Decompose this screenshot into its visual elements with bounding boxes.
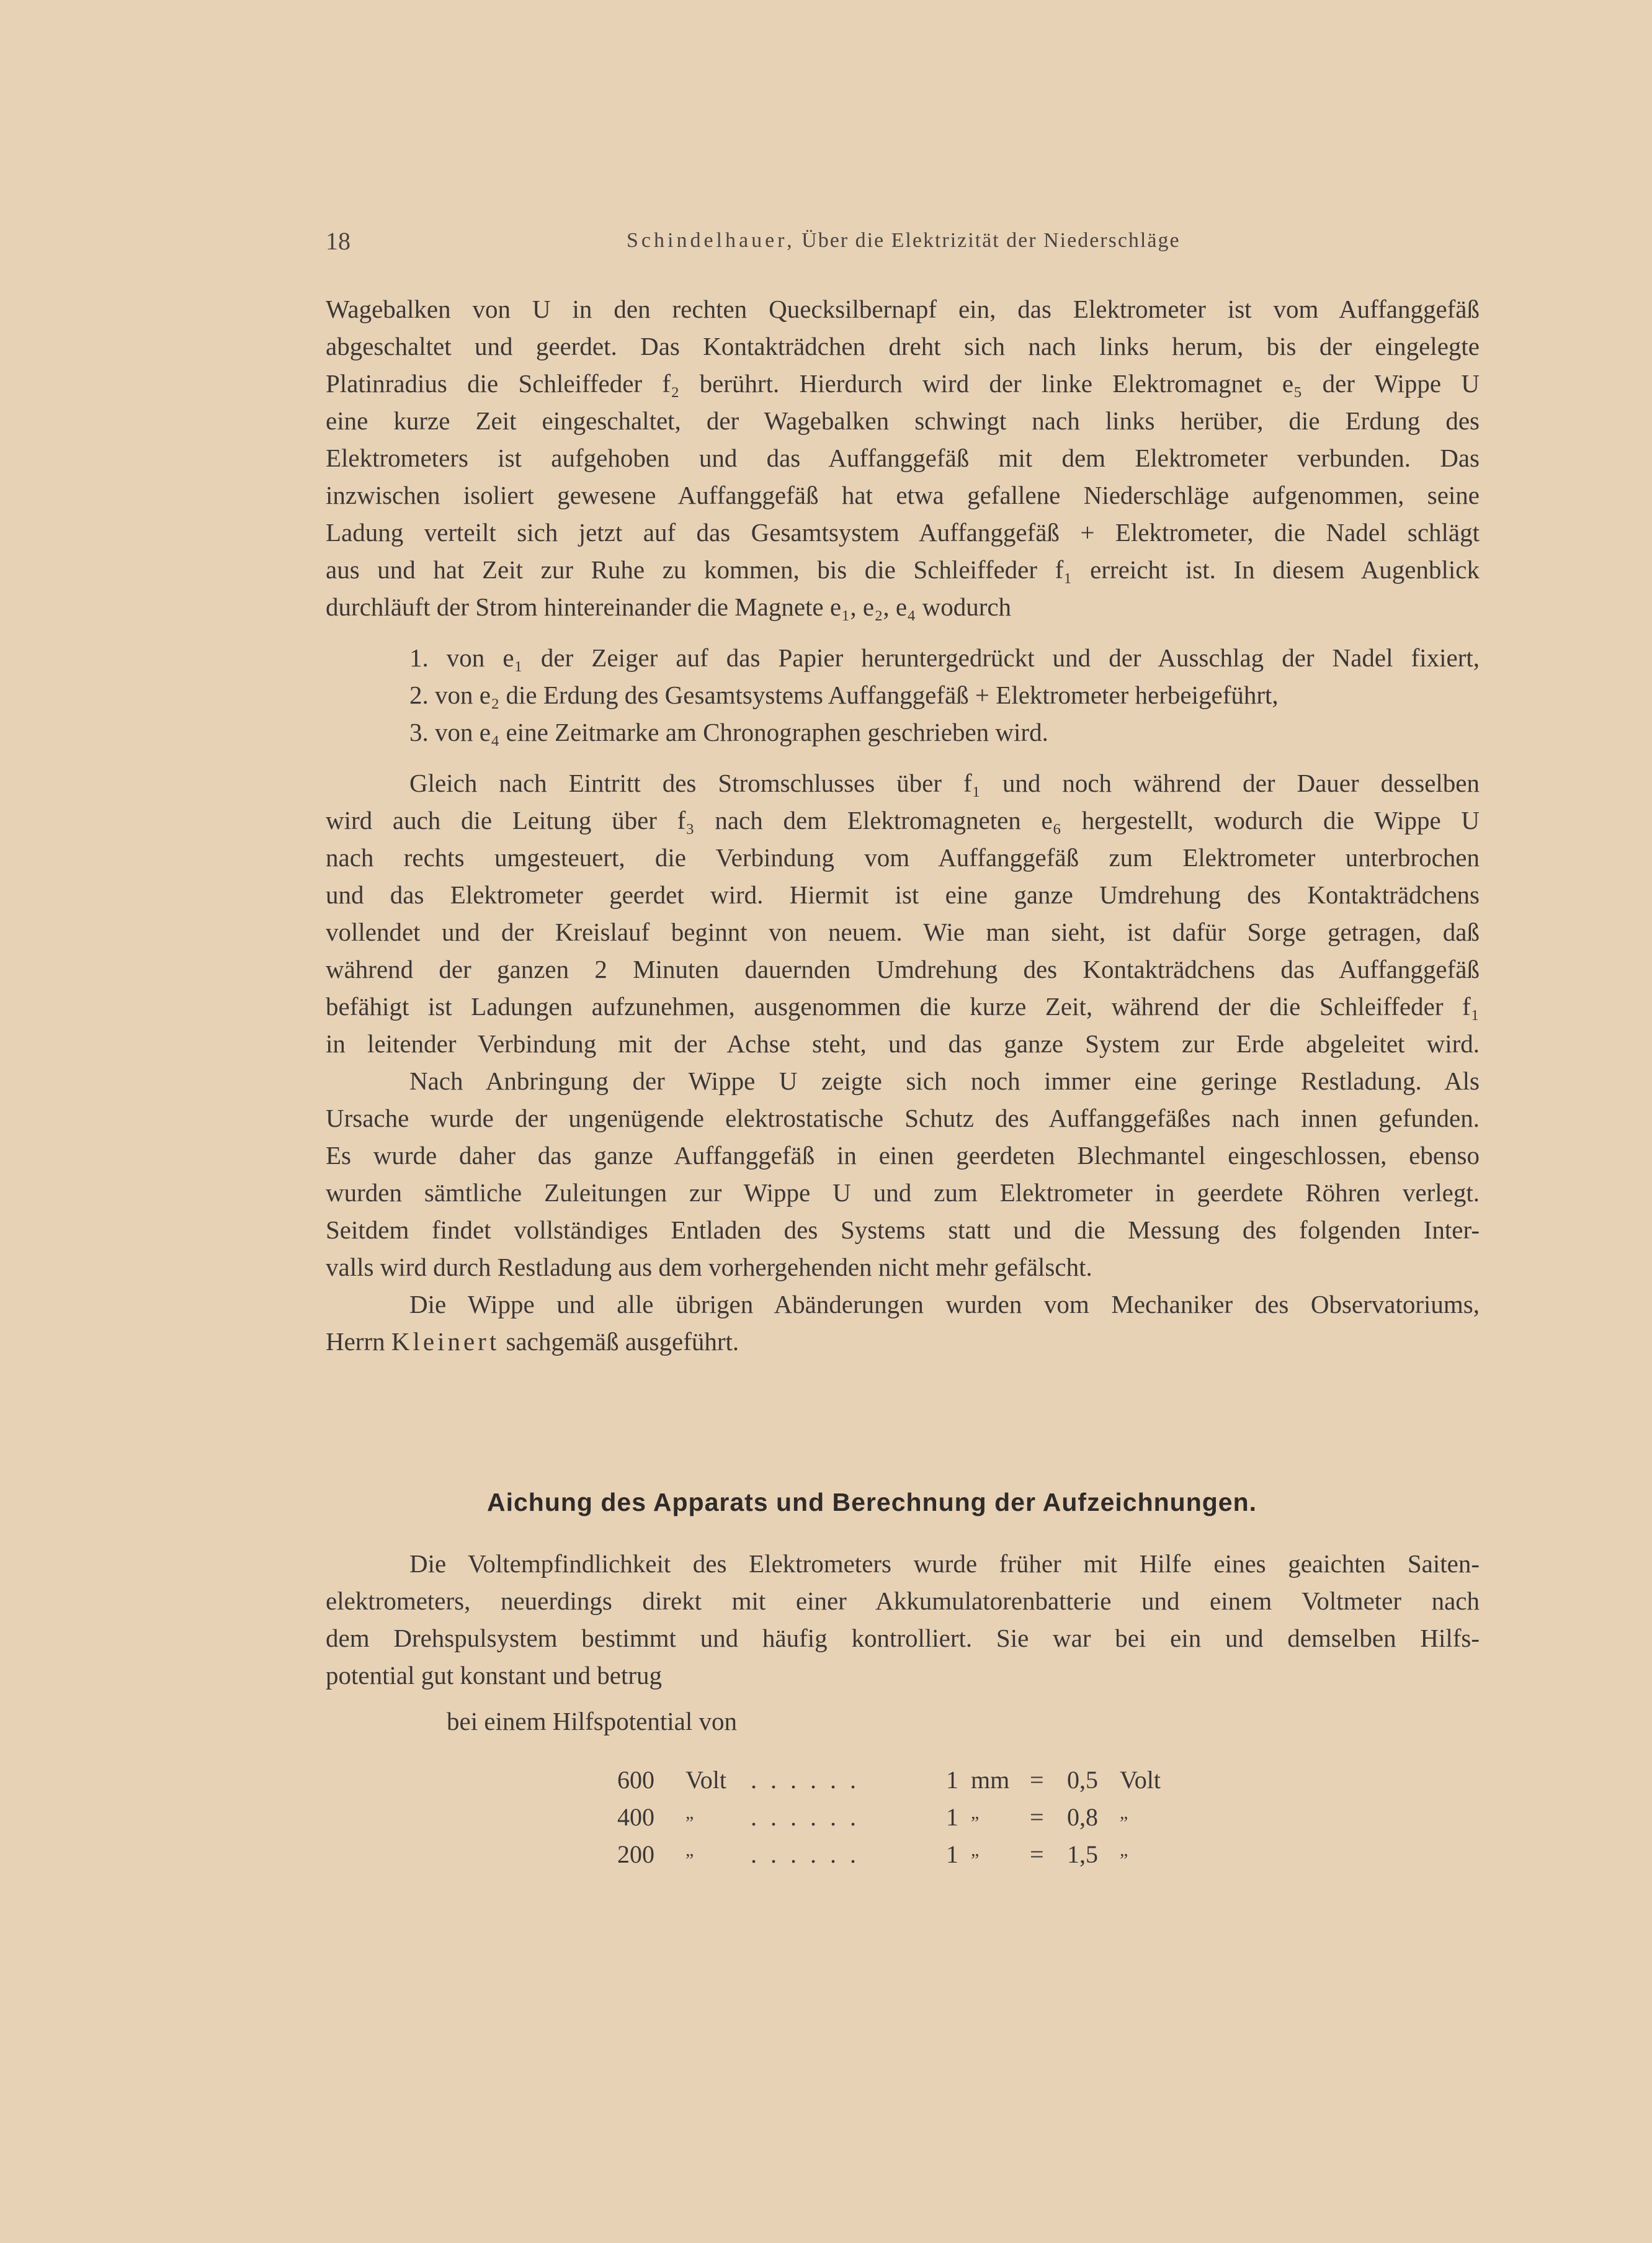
running-title-author: Schindelhauer,	[627, 229, 795, 252]
leader-dots: ......	[751, 1766, 870, 1794]
text-line: Nach Anbringung der Wippe U zeigte sich noch immer eine geringe Restladung. Als	[409, 1067, 1480, 1095]
body-text-2	[326, 1545, 1480, 1694]
person-name: Kleinert	[391, 1327, 500, 1356]
text-line: Die Voltempfindlichkeit des Elektrometers wurde früher mit Hilfe eines geaichten Saiten-	[409, 1549, 1480, 1578]
paragraph-1	[326, 290, 1480, 625]
one-cell: 1	[946, 1840, 958, 1868]
potential-cell: 600	[617, 1766, 654, 1794]
leader-dots: ......	[751, 1803, 870, 1831]
mm-cell: „	[971, 1802, 980, 1823]
text-line: Ladung verteilt sich jetzt auf das Gesamtsystem Auffanggefäß + Elektrometer, die Nadel schlägt	[326, 518, 1480, 547]
equals-cell: =	[1030, 1803, 1044, 1831]
text-line: aus und hat Zeit zur Ruhe zu kommen, bis die Schleiffeder f₁ erreicht ist. In diesem Augenblick	[326, 555, 1480, 584]
potential-cell: 400	[617, 1803, 654, 1831]
text-line: befähigt ist Ladungen aufzunehmen, ausgenommen die kurze Zeit, während der die Schleiffeder f₁	[326, 992, 1480, 1021]
text-line: abgeschaltet und geerdet. Das Kontakträdchen dreht sich nach links herum, bis der eingelegte	[326, 332, 1480, 360]
equals-cell: =	[1030, 1840, 1044, 1868]
one-cell: 1	[946, 1766, 958, 1794]
text-line: Es wurde daher das ganze Auffanggefäß in einen geerdeten Blechmantel eingeschlossen, ebenso	[326, 1141, 1480, 1170]
mm-cell: „	[971, 1840, 980, 1860]
text-line: nach rechts umgesteuert, die Verbindung vom Auffanggefäß zum Elektrometer unterbrochen	[326, 843, 1480, 872]
text-line: Seitdem findet vollständiges Entladen des Systems statt und die Messung des folgenden Inter-	[326, 1216, 1480, 1244]
text-line: Elektrometers ist aufgehoben und das Auffanggefäß mit dem Elektrometer verbunden. Das	[326, 444, 1480, 472]
text-line: wurden sämtliche Zuleitungen zur Wippe U und zum Elektrometer in geerdete Röhren verlegt.	[326, 1178, 1480, 1207]
value-cell: 0,8	[1067, 1803, 1098, 1831]
text-line: Die Wippe und alle übrigen Abänderungen wurden vom Mechaniker des Observatoriums,	[409, 1290, 1480, 1318]
text-line: wird auch die Leitung über f₃ nach dem Elektromagneten e₆ hergestellt, wodurch die Wippe U	[326, 806, 1480, 835]
potential-cell: 200	[617, 1840, 654, 1868]
section-heading: Aichung des Apparats und Berechnung der Aufzeichnungen.	[487, 1488, 1257, 1516]
paragraph-2	[326, 764, 1480, 1062]
value-cell: 0,5	[1067, 1766, 1098, 1794]
text-line: Gleich nach Eintritt des Stromschlusses über f₁ und noch während der Dauer desselben	[409, 769, 1480, 797]
text-fragment: Herrn	[326, 1327, 385, 1356]
text-fragment: sachgemäß ausgeführt.	[506, 1327, 739, 1356]
running-title-text: Über die Elektrizität der Niederschläge	[801, 229, 1181, 252]
one-cell: 1	[946, 1803, 958, 1831]
table-row	[617, 1840, 1176, 1877]
text-line: Platinradius die Schleiffeder f₂ berührt. Hierdurch wird der linke Elektromagnet e₅ der Wippe U	[326, 369, 1480, 398]
unit-cell: „	[685, 1840, 694, 1860]
text-line: durchläuft der Strom hintereinander die Magnete e₁, e₂, e₄ wodurch	[326, 593, 1012, 621]
paragraph-4	[326, 1286, 1480, 1360]
table-row	[617, 1765, 1176, 1802]
unit-cell: Volt	[685, 1766, 726, 1794]
running-title	[627, 229, 1181, 253]
calibration-table	[617, 1765, 1176, 1877]
text-line	[326, 1323, 1480, 1360]
text-line: und das Elektrometer geerdet wird. Hiermit ist eine ganze Umdrehung des Kontakträdchens	[326, 880, 1480, 909]
paragraph-3	[326, 1062, 1480, 1286]
list-item: 3. von e₄ eine Zeitmarke am Chronographen geschrieben wird.	[409, 718, 1048, 746]
page-header	[326, 226, 1480, 264]
value-cell: 1,5	[1067, 1840, 1098, 1868]
calibration-intro: bei einem Hilfspotential von	[447, 1707, 737, 1735]
leader-dots: ......	[751, 1840, 870, 1868]
text-line: elektrometers, neuerdings direkt mit einer Akkumulatorenbatterie und einem Voltmeter nach	[326, 1587, 1480, 1615]
text-line: inzwischen isoliert gewesene Auffanggefäß hat etwa gefallene Niederschläge aufgenommen, seine	[326, 481, 1480, 509]
body-text	[326, 290, 1480, 1360]
text-line: eine kurze Zeit eingeschaltet, der Wagebalken schwingt nach links herüber, die Erdung des	[326, 406, 1480, 435]
text-line: Ursache wurde der ungenügende elektrostatische Schutz des Auffanggefäßes nach innen gefunden.	[326, 1104, 1480, 1132]
text-line: in leitender Verbindung mit der Achse steht, und das ganze System zur Erde abgeleitet wird.	[326, 1029, 1480, 1058]
text-line: Wagebalken von U in den rechten Quecksilbernapf ein, das Elektrometer ist vom Auffanggefäß	[326, 295, 1480, 323]
table-row	[617, 1802, 1176, 1840]
text-line: valls wird durch Restladung aus dem vorhergehenden nicht mehr gefälscht.	[326, 1253, 1092, 1281]
volt-cell: „	[1120, 1802, 1128, 1823]
text-line: dem Drehspulsystem bestimmt und häufig kontrolliert. Sie war bei ein und demselben Hilfs-	[326, 1624, 1480, 1652]
numbered-list	[326, 639, 1480, 751]
unit-cell: „	[685, 1802, 694, 1823]
text-line: potential gut konstant und betrug	[326, 1661, 663, 1690]
volt-cell: „	[1120, 1840, 1128, 1860]
mm-cell: mm	[971, 1766, 1010, 1794]
equals-cell: =	[1030, 1766, 1044, 1794]
list-item: 1. von e₁ der Zeiger auf das Papier heruntergedrückt und der Ausschlag der Nadel fixiert,	[409, 643, 1480, 672]
page-number: 18	[326, 227, 350, 255]
text-line: vollendet und der Kreislauf beginnt von neuem. Wie man sieht, ist dafür Sorge getragen, daß	[326, 918, 1480, 946]
volt-cell: Volt	[1120, 1766, 1161, 1794]
list-item: 2. von e₂ die Erdung des Gesamtsystems Auffanggefäß + Elektrometer herbeigeführt,	[409, 681, 1279, 709]
text-line: während der ganzen 2 Minuten dauernden Umdrehung des Kontakträdchens das Auffanggefäß	[326, 955, 1480, 983]
